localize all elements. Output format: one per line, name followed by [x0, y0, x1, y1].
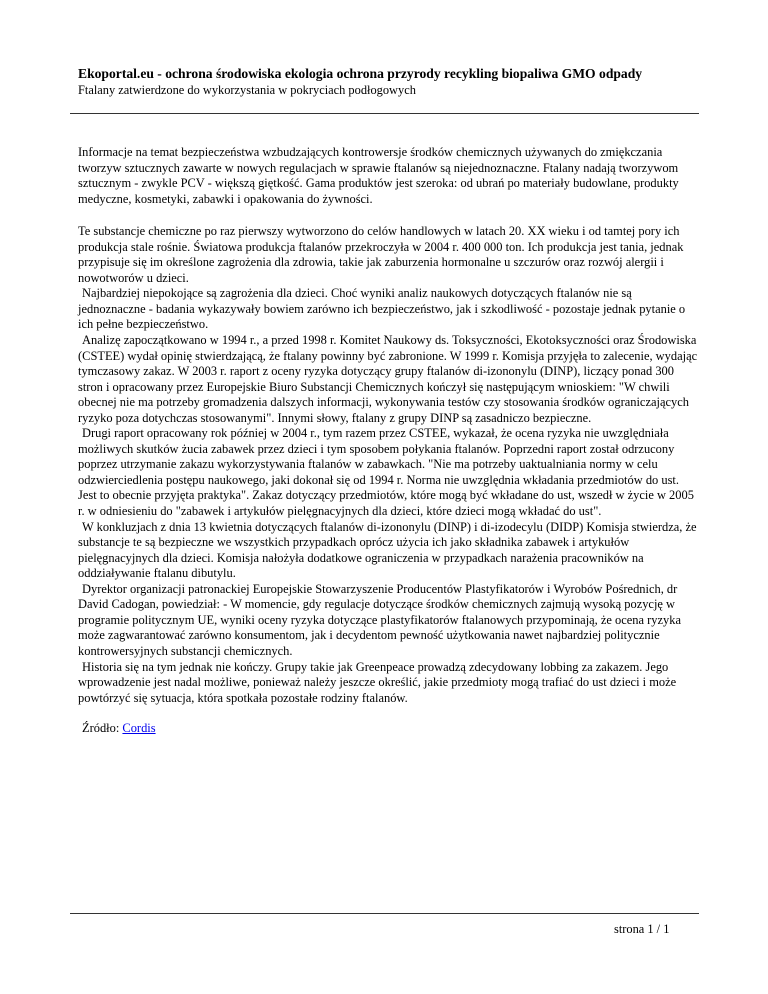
header-divider [70, 113, 699, 114]
page-number: strona 1 / 1 [614, 922, 670, 936]
article-paragraph: Analizę zapoczątkowano w 1994 r., a przed 1998 r. Komitet Naukowy ds. Toksyczności, Ekotoksyczności oraz Środowiska (CSTEE) wydał opinię stwierdzającą, że ftalany powinny być zabronione. W 1999 r. Komisja przyjęła to zalecenie, wydając tymczasowy zakaz. W 2003 r. raport z oceny ryzyka dotyczący grupy ftalanów di-izononylu (DINP), liczący ponad 300 stron i opracowany przez Europejskie Biuro Substancji Chemicznych kończył się następującym wnioskiem: "W chwili obecnej nie ma potrzeby gromadzenia dalszych informacji, wykonywania testów czy stosowania środków ograniczających ryzyko poza dotychczas stosowanymi". Innymi słowy, ftalany z grupy DINP są zasadniczo bezpieczne. [78, 333, 698, 425]
article-paragraph: W konkluzjach z dnia 13 kwietnia dotyczących ftalanów di-izononylu (DINP) i di-izodecylu (DIDP) Komisja stwierdza, że substancje te są bezpieczne we wszystkich przypadkach oprócz użycia ich jako składnika zabawek i artykułów pielęgnacyjnych dla dzieci. Komisja nałożyła dodatkowe ograniczenia w przypadkach narażenia pracowników na oddziaływanie ftalanu dibutylu. [78, 519, 697, 581]
article-paragraph: Dyrektor organizacji patronackiej Europejskie Stowarzyszenie Producentów Plastyfikatorów i Wyrobów Pośrednich, dr David Cadogan, powiedział: - W momencie, gdy regulacje dotyczące środków chemicznych zajmują wysoką pozycję w programie politycznym UE, wyniki oceny ryzyka dotyczące plastyfikatorów ftalanowych przypominają, że ocena ryzyka może zagwarantować zarówno konsumentom, jak i decydentom pewność użytkowania nawet najbardziej politycznie kontrowersyjnych substancji chemicznych. [78, 581, 681, 658]
article-paragraph: Te substancje chemiczne po raz pierwszy wytworzono do celów handlowych w latach 20. XX wieku i od tamtej pory ich produkcja stale rośnie. Światowa produkcja ftalanów przekroczyła w 2004 r. 400 000 ton. Ich produkcja jest tania, jednak przypisuje się im określone zagrożenia dla zdrowia, takie jak zaburzenia hormonalne u szczurów oraz rozwój alergii i nowotworów u dzieci. [78, 224, 684, 285]
source-line [78, 721, 700, 737]
footer-divider [70, 913, 699, 914]
article-paragraph: Najbardziej niepokojące są zagrożenia dla dzieci. Choć wyniki analiz naukowych dotyczących ftalanów nie są jednoznaczne - badania wykazywały bowiem zarówno ich bezpieczeństwo, jak i szkodliwość - pozostaje jednak pytanie o ich pełne bezpieczeństwo. [78, 286, 686, 332]
source-label: Źródło: [82, 721, 123, 736]
site-title: Ekoportal.eu - ochrona środowiska ekologia ochrona przyrody recykling biopaliwa GMO odpady [78, 66, 643, 81]
article-body [78, 145, 700, 737]
article-paragraph: Historia się na tym jednak nie kończy. Grupy takie jak Greenpeace prowadzą zdecydowany lobbing za zakazem. Jego wprowadzenie jest nadal możliwe, ponieważ należy jeszcze określić, jakie przedmioty mogą trafiać do ust dzieci i może powtórzyć się sytuacja, która spotkała pozostałe rodziny ftalanów. [78, 659, 677, 705]
article-intro: Informacje na temat bezpieczeństwa wzbudzających kontrowersje środków chemicznych używanych do zmiękczania tworzyw sztucznych zawarte w nowych regulacjach w sprawie ftalanów są niejednoznaczne. Ftalany nadają tworzywom sztucznym - zwykle PCV - większą giętkość. Gama produktów jest szeroka: od ubrań po materiały budowlane, produkty medyczne, kosmetyki, zabawki i opakowania do żywności. [78, 145, 679, 206]
article-paragraph: Drugi raport opracowany rok później w 2004 r., tym razem przez CSTEE, wykazał, że ocena ryzyka nie uwzględniała możliwych skutków żucia zabawek przez dzieci i tym sposobem połykania ftalanów. Poprzedni raport został odrzucony poprzez utrzymanie zakazu wykorzystywania ftalanów w zabawkach. "Nie ma potrzeby uaktualniania normy w celu odzwierciedlenia postępu naukowego, jaki dokonał się od 1994 r. Norma nie uwzględnia wkładania przedmiotów do ust. Jest to obecnie przyjęta praktyka". Zakaz dotyczący przedmiotów, które mogą być wkładane do ust, wszedł w życie w 2005 r. w odniesieniu do "zabawek i artykułów pielęgnacyjnych dla dzieci, które dzieci mogą wkładać do ust". [78, 426, 694, 519]
article-title: Ftalany zatwierdzone do wykorzystania w pokryciach podłogowych [78, 83, 416, 97]
document-page [78, 0, 700, 994]
source-link[interactable]: Cordis [122, 721, 156, 736]
